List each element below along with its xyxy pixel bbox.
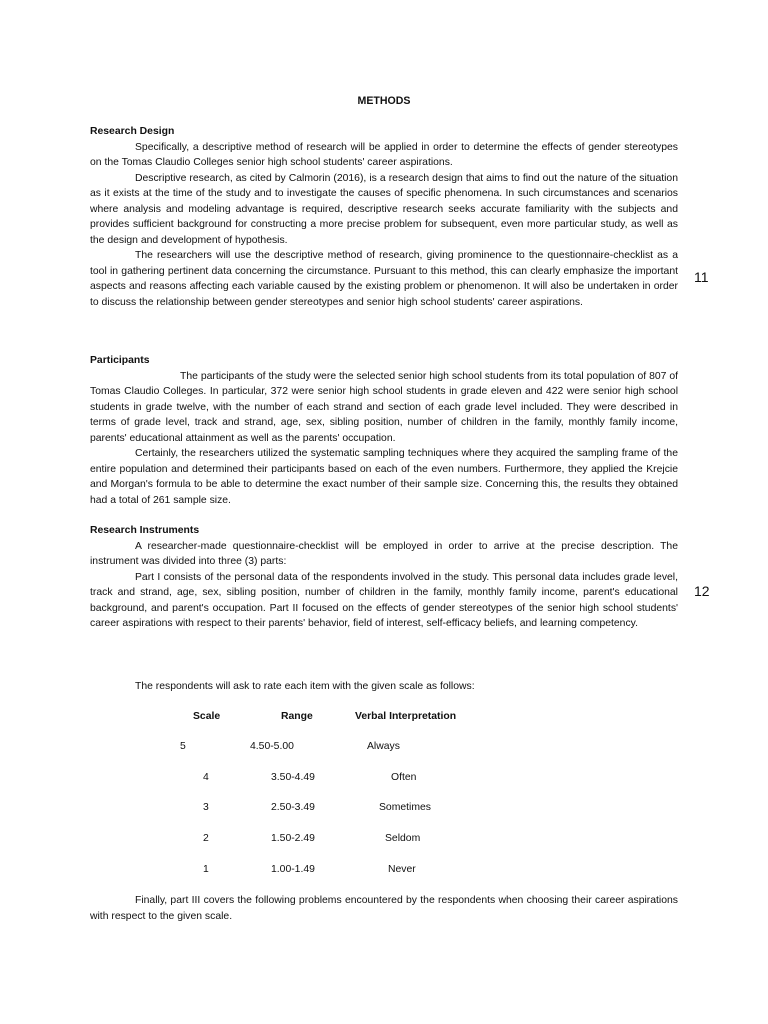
section-title: METHODS bbox=[357, 95, 411, 107]
table-cell-scale: 1 bbox=[203, 864, 209, 875]
participants-paragraph-2: Certainly, the researchers utilized the systematic sampling techniques where they acquired the sampling frame of the entire population and determined their participants based on each of the even numbers. Furthermore, they applied the Krejcie and Morgan's formula to be able to determine the exact number of their sample size. Concerning this, the results they obtained had a total of 261 sample size. bbox=[90, 448, 678, 506]
instruments-section bbox=[90, 523, 678, 632]
page-number: 12 bbox=[694, 583, 710, 599]
table-cell-scale: 5 bbox=[180, 741, 186, 752]
participants-paragraph-1: The participants of the study were the selected senior high school students from its total population of 807 of Tomas Claudio Colleges. In particular, 372 were senior high school students in grade eleven and 422 were senior high school students in grade twelve, with the number of each strand and section of each grade level included. They were described in terms of grade level, track and strand, age, sex, sibling position, number of children in the family, monthly family income, parents' educational attainment as well as the parents' occupation. bbox=[90, 370, 678, 444]
closing-section bbox=[90, 893, 678, 924]
table-cell-scale: 4 bbox=[203, 772, 209, 783]
table-cell-interpretation: Never bbox=[388, 864, 416, 875]
table-cell-range: 4.50-5.00 bbox=[250, 741, 294, 752]
scale-intro-text: The respondents will ask to rate each item with the given scale as follows: bbox=[135, 681, 475, 692]
table-cell-range: 1.00-1.49 bbox=[271, 864, 315, 875]
page-number: 11 bbox=[694, 269, 709, 285]
table-cell-range: 3.50-4.49 bbox=[271, 772, 315, 783]
table-header-range: Range bbox=[281, 711, 313, 722]
research-design-section bbox=[90, 124, 678, 310]
table-header-verbal-interpretation: Verbal Interpretation bbox=[355, 711, 457, 722]
table-cell-range: 2.50-3.49 bbox=[271, 802, 315, 813]
table-cell-scale: 2 bbox=[203, 833, 209, 844]
table-cell-scale: 3 bbox=[203, 802, 209, 813]
table-cell-interpretation: Always bbox=[367, 741, 400, 752]
table-cell-interpretation: Sometimes bbox=[379, 802, 431, 813]
research-design-heading: Research Design bbox=[90, 126, 175, 137]
table-cell-interpretation: Often bbox=[391, 772, 417, 783]
participants-section bbox=[90, 353, 678, 508]
closing-paragraph: Finally, part III covers the following problems encountered by the respondents when choosing their career aspirations with respect to the given scale. bbox=[90, 895, 678, 922]
instruments-heading: Research Instruments bbox=[90, 525, 200, 536]
table-header-scale: Scale bbox=[193, 711, 221, 722]
table-cell-range: 1.50-2.49 bbox=[271, 833, 315, 844]
research-design-paragraph-2: Descriptive research, as cited by Calmorin (2016), is a research design that aims to find out the nature of the situation as it exists at the time of the study and to investigate the causes of specific phenomena. In such circumstances and scenarios where analysis and modeling advantage is required, descriptive research seeks accurate familiarity with the subjects and provides sufficient background for constructing a more precise problem for subsequent, even more particular study, as well as the design and development of hypothesis. bbox=[90, 172, 678, 246]
instruments-paragraph-1: A researcher-made questionnaire-checklist will be employed in order to arrive at the precise description. The instrument was divided into three (3) parts: bbox=[90, 540, 678, 567]
instruments-paragraph-2: Part I consists of the personal data of the respondents involved in the study. This personal data includes grade level, track and strand, age, sex, sibling position, number of children in the family, monthly family income, parent's educational background, and parent's occupation. Part II focused on the effects of gender stereotypes of the senior high school students' career aspirations with respect to their parents' behavior, field of interest, self-efficacy beliefs, and learning competency. bbox=[90, 571, 678, 629]
research-design-paragraph-3: The researchers will use the descriptive method of research, giving prominence to the questionnaire-checklist as a tool in gathering pertinent data concerning the circumstance. Pursuant to this method, this can clearly emphasize the important aspects and reasons affecting each variable caused by the existing problem or phenomenon. It will also be undertaken in order to discuss the relationship between gender stereotypes and senior high school students' career aspirations. bbox=[90, 250, 678, 308]
research-design-paragraph-1: Specifically, a descriptive method of research will be applied in order to determine the effects of gender stereotypes on the Tomas Claudio Colleges senior high school students' career aspirations. bbox=[90, 141, 678, 168]
participants-heading: Participants bbox=[90, 355, 150, 366]
table-cell-interpretation: Seldom bbox=[385, 833, 421, 844]
